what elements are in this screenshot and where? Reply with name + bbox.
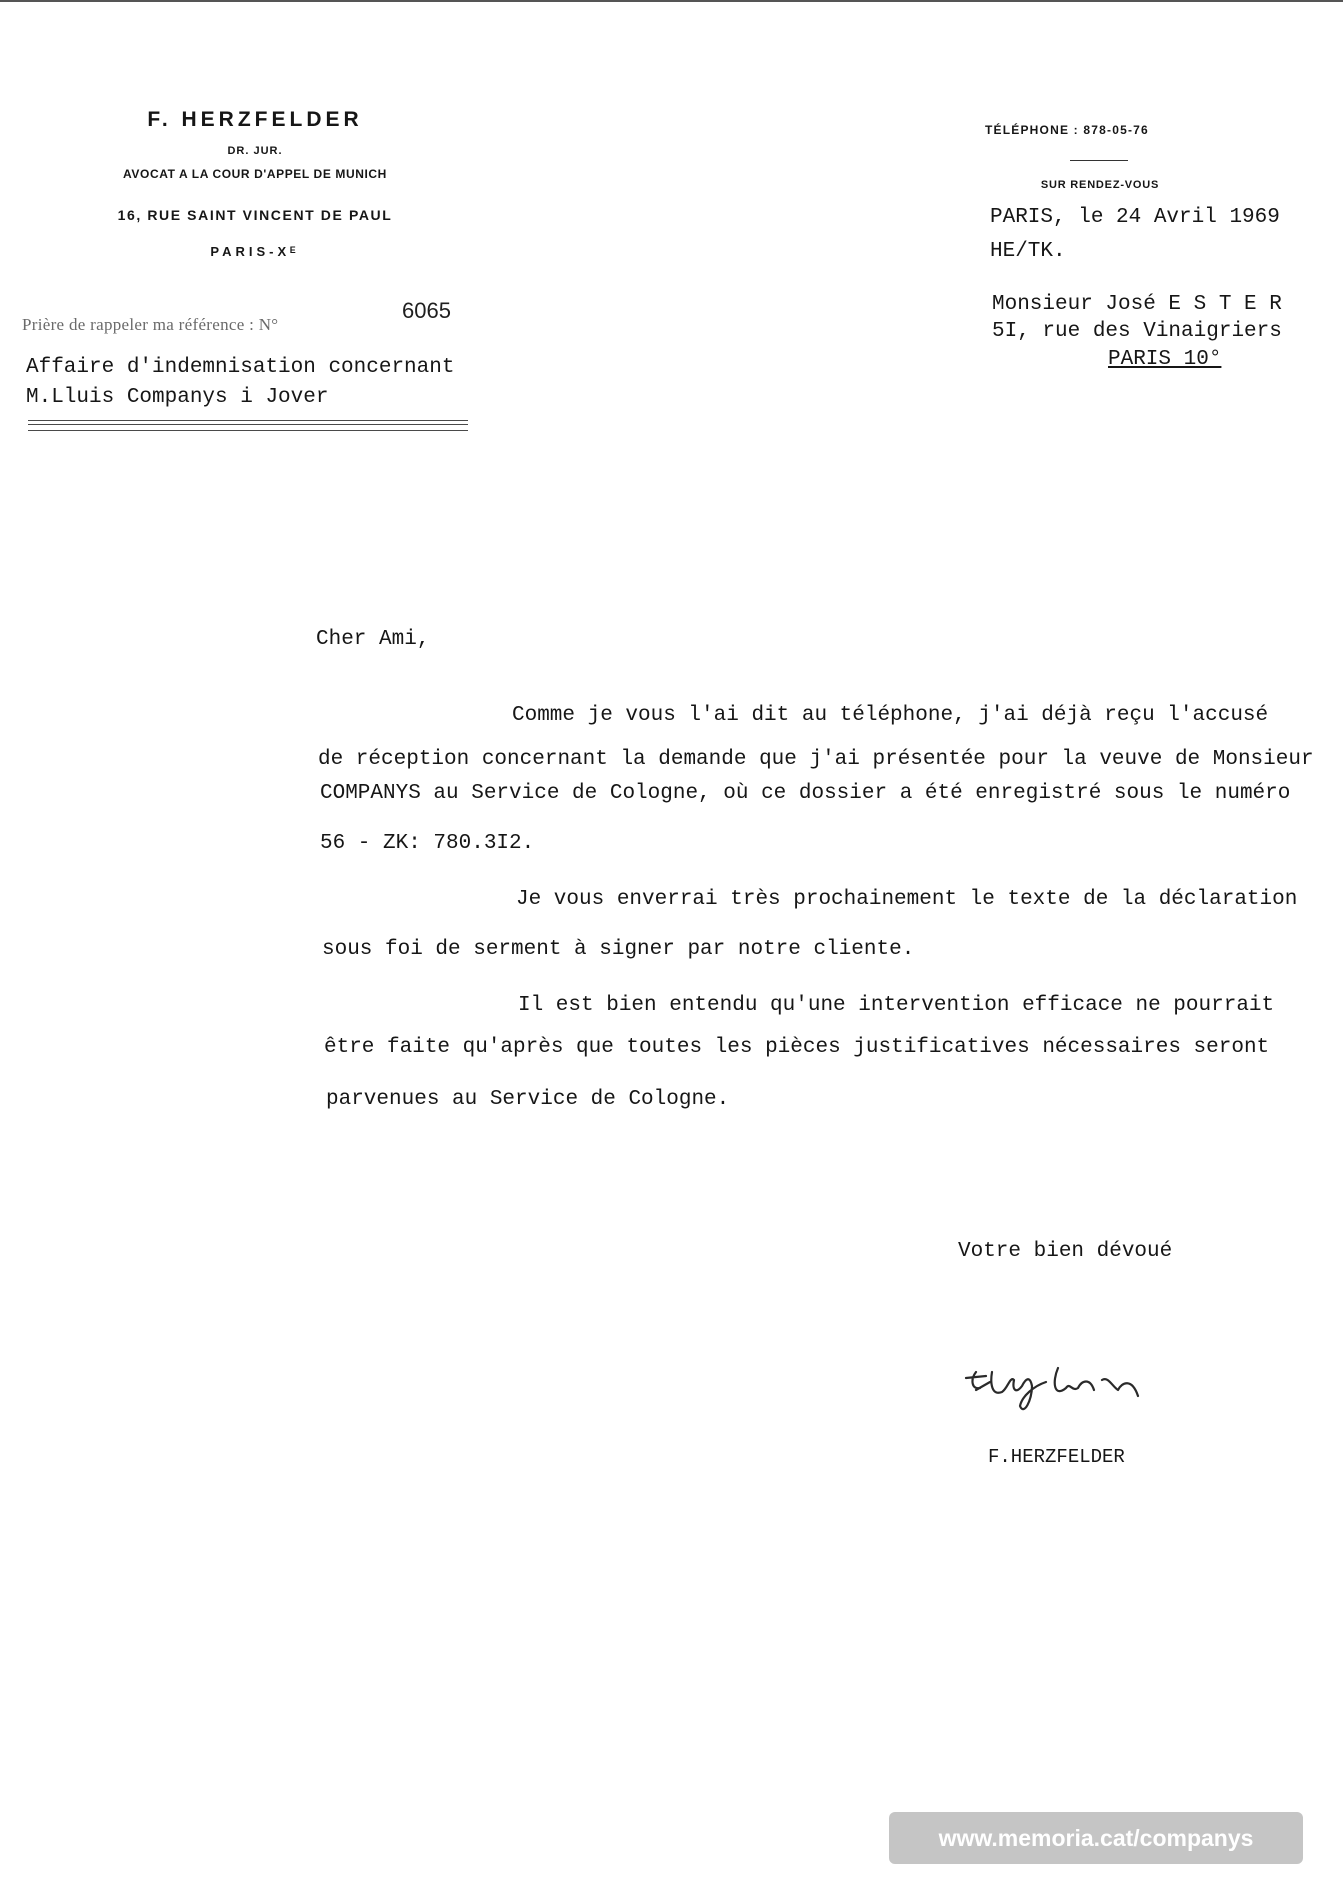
dateline-place-date: PARIS, le 24 Avril 1969 xyxy=(990,206,1280,229)
body-line: de réception concernant la demande que j'ai présentée pour la veuve de Monsieur xyxy=(318,748,1314,771)
watermark-text: www.memoria.cat/companys xyxy=(938,1824,1254,1851)
dateline-initials: HE/TK. xyxy=(990,240,1066,263)
recipient-street: 5I, rue des Vinaigriers xyxy=(992,320,1282,343)
letterhead-name: F. HERZFELDER xyxy=(147,108,363,131)
letterhead-divider xyxy=(1070,160,1128,161)
reference-number: 6065 xyxy=(402,298,451,323)
subject-rule xyxy=(28,424,468,425)
body-line: Comme je vous l'ai dit au téléphone, j'ai déjà reçu l'accusé xyxy=(512,704,1269,727)
body-line: être faite qu'après que toutes les pièces justificatives nécessaires seront xyxy=(324,1036,1270,1059)
subject-line-1: Affaire d'indemnisation concernant xyxy=(26,356,455,379)
scan-top-edge xyxy=(0,0,1343,2)
subject-rule xyxy=(28,430,468,431)
handwritten-signature xyxy=(962,1342,1202,1427)
letterhead-telephone: TÉLÉPHONE : 878-05-76 xyxy=(985,123,1149,137)
body-line: Je vous enverrai très prochainement le texte de la déclaration xyxy=(516,888,1298,911)
letterhead-address: 16, RUE SAINT VINCENT DE PAUL xyxy=(117,207,393,223)
letterhead-degree: DR. JUR. xyxy=(227,145,283,157)
subject-rule xyxy=(28,420,468,421)
watermark-badge xyxy=(889,1812,1303,1864)
subject-line-2: M.Lluis Companys i Jover xyxy=(26,386,329,409)
reference-prompt: Prière de rappeler ma référence : N° xyxy=(22,315,279,334)
body-line: 56 - ZK: 780.3I2. xyxy=(320,832,535,855)
letterhead-appointment: SUR RENDEZ-VOUS xyxy=(1040,179,1160,191)
recipient-city: PARIS 10° xyxy=(1108,348,1222,371)
letterhead-court: AVOCAT A LA COUR D'APPEL DE MUNICH xyxy=(123,167,387,181)
body-line: Il est bien entendu qu'une intervention efficace ne pourrait xyxy=(518,994,1275,1017)
body-line: sous foi de serment à signer par notre cliente. xyxy=(322,938,915,961)
body-line: parvenues au Service de Cologne. xyxy=(326,1088,730,1111)
letterhead-city: PARIS-Xᴱ xyxy=(210,244,300,259)
body-line: COMPANYS au Service de Cologne, où ce dossier a été enregistré sous le numéro xyxy=(320,782,1291,805)
valediction: Votre bien dévoué xyxy=(958,1240,1173,1263)
salutation: Cher Ami, xyxy=(316,628,430,651)
signer-name: F.HERZFELDER xyxy=(988,1446,1125,1468)
recipient-name: Monsieur José E S T E R xyxy=(992,293,1282,316)
